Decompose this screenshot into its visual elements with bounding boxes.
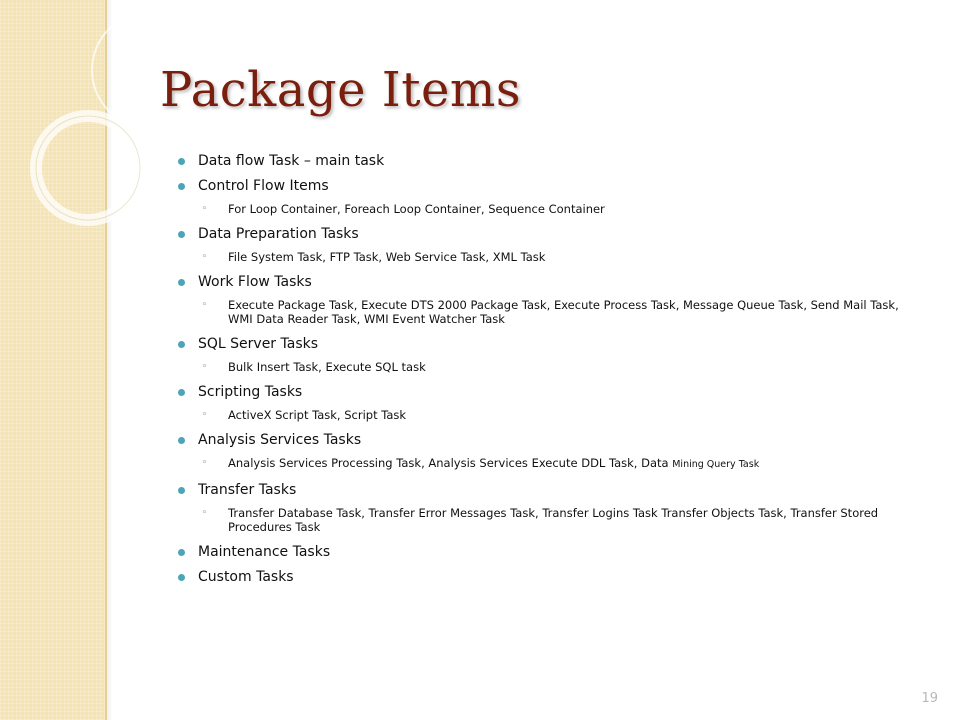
sub-list-item — [178, 250, 913, 264]
bullet-icon — [178, 389, 185, 396]
list-item — [178, 177, 913, 195]
list-item-text: Custom Tasks — [198, 569, 294, 585]
sub-list-item — [178, 360, 913, 374]
list-item-text: Scripting Tasks — [198, 384, 303, 400]
sub-bullet-icon: ◦ — [202, 204, 208, 214]
list-item-text: SQL Server Tasks — [198, 336, 319, 352]
list-item — [178, 152, 913, 170]
list-item — [178, 225, 913, 243]
sub-item-text: Transfer Database Task, Transfer Error Messages Task, Transfer Logins Task Transfer Objects Task, Transfer Stored Procedures Task — [228, 506, 879, 534]
bullet-icon — [178, 341, 185, 348]
list-item — [178, 273, 913, 291]
page-number: 19 — [921, 691, 938, 706]
sub-item-text: ActiveX Script Task, Script Task — [228, 408, 407, 422]
bullet-icon — [178, 279, 185, 286]
sub-bullet-icon: ◦ — [202, 508, 208, 518]
sub-bullet-icon: ◦ — [202, 458, 208, 468]
bullet-icon — [178, 231, 185, 238]
bullet-icon — [178, 437, 185, 444]
decorative-rings-icon — [0, 0, 200, 260]
sub-bullet-icon: ◦ — [202, 362, 208, 372]
list-item — [178, 481, 913, 499]
sub-list-item — [178, 408, 913, 422]
sub-bullet-icon: ◦ — [202, 410, 208, 420]
bullet-icon — [178, 183, 185, 190]
sub-list-item — [178, 456, 913, 472]
list-item — [178, 543, 913, 561]
sub-item-text-small: Mining Query Task — [672, 459, 760, 470]
sub-list-item — [178, 202, 913, 216]
bullet-icon — [178, 158, 185, 165]
sub-bullet-icon: ◦ — [202, 252, 208, 262]
sub-item-text: For Loop Container, Foreach Loop Container, Sequence Container — [228, 202, 605, 216]
bullet-icon — [178, 549, 185, 556]
list-item-text: Data flow Task – main task — [198, 153, 385, 169]
sub-item-text: File System Task, FTP Task, Web Service Task, XML Task — [228, 250, 546, 264]
page-title: Package Items — [160, 62, 522, 118]
sub-list-item — [178, 506, 913, 534]
list-item — [178, 383, 913, 401]
list-item — [178, 431, 913, 449]
bullet-list — [178, 152, 913, 593]
sub-item-text: Bulk Insert Task, Execute SQL task — [228, 360, 426, 374]
bullet-icon — [178, 487, 185, 494]
list-item — [178, 335, 913, 353]
list-item-text: Control Flow Items — [198, 178, 329, 194]
list-item-text: Maintenance Tasks — [198, 544, 331, 560]
list-item-text: Work Flow Tasks — [198, 274, 312, 290]
list-item — [178, 568, 913, 586]
sub-bullet-icon: ◦ — [202, 300, 208, 310]
sub-item-text: Execute Package Task, Execute DTS 2000 Package Task, Execute Process Task, Message Queue Task, Send Mail Task, WMI Data Reader Task, WMI Event Watcher Task — [228, 298, 899, 326]
list-item-text: Analysis Services Tasks — [198, 432, 362, 448]
list-item-text: Transfer Tasks — [198, 482, 297, 498]
bullet-icon — [178, 574, 185, 581]
sub-list-item — [178, 298, 913, 326]
list-item-text: Data Preparation Tasks — [198, 226, 359, 242]
sub-item-text: Analysis Services Processing Task, Analysis Services Execute DDL Task, Data — [228, 456, 669, 470]
